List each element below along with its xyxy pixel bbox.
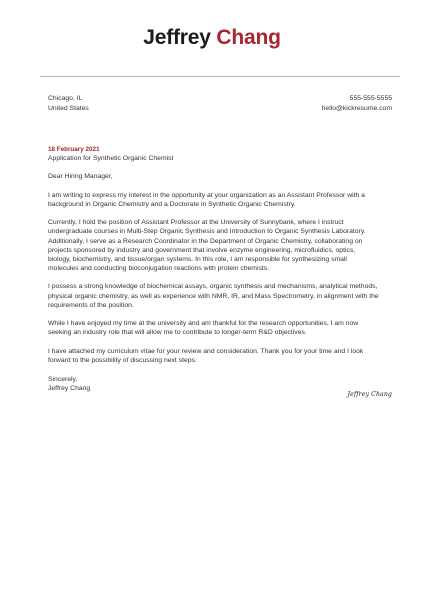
signature: Jeffrey Chang: [347, 391, 392, 398]
line: I possess a strong knowledge of biochemical assays, organic synthesis and mechanisms, analytical methods,: [48, 283, 378, 291]
closing: Sincerely,: [48, 375, 78, 383]
line: projects sponsored by industry and government that involve enzyme engineering, microfluidics, optics,: [48, 246, 356, 254]
line: seeking an industry role that will allow me to contribute to longer-term R&D objectives.: [48, 329, 307, 337]
line: Additionally, I serve as a Research Coordinator in the Department of Organic Chemistry, collaborating on: [48, 237, 363, 245]
paragraph: [48, 218, 392, 273]
country: United States: [48, 104, 89, 112]
paragraph: [48, 319, 392, 337]
letter-date: 18 February 2021: [48, 146, 100, 153]
line: Currently, I hold the position of Assistant Professor at the University of Sunnybank, where I instruct: [48, 219, 344, 227]
line: physical organic chemistry, as well as experience with NMR, IR, and Mass Spectrometry, in alignment with the: [48, 292, 379, 300]
line: While I have enjoyed my time at the university and am thankful for the research opportunities, I am now: [48, 320, 359, 328]
letter-body: [48, 146, 392, 393]
closing-name: Jeffrey Chang: [48, 384, 91, 392]
phone: 555-555-5555: [349, 95, 392, 102]
line: molecules and conducting bioconjugation reactions with protein chemists.: [48, 264, 270, 272]
contact-details: [322, 94, 392, 113]
line: undergraduate courses in Multi-Step Organic Synthesis and Introduction to Organic Synthesis Laboratory.: [48, 228, 366, 236]
line: forward to the possibility of discussing next steps.: [48, 357, 197, 364]
line: requirements of the position.: [48, 301, 134, 309]
paragraph: [48, 191, 392, 209]
name-heading: [0, 24, 424, 52]
line: background in Organic Chemistry and a Doctorate in Synthetic Organic Chemistry.: [48, 200, 296, 208]
line: biology, biochemistry, and tissue/organ systems. In this role, I am responsible for synthesizing small: [48, 255, 347, 263]
address-block: [48, 94, 89, 113]
greeting: Dear Hiring Manager,: [48, 173, 113, 181]
header-divider: [40, 76, 400, 77]
city: Chicago, IL: [48, 95, 83, 102]
email-link[interactable]: hello@kickresume.com: [321, 104, 392, 112]
line: I have attached my curriculum vitae for your review and consideration. Thank you for your time and I look: [48, 347, 364, 355]
letter-subject: Application for Synthetic Organic Chemist: [48, 155, 174, 162]
last-name: Chang: [216, 26, 281, 49]
paragraph: [48, 282, 392, 309]
paragraph: [48, 347, 392, 365]
first-name: Jeffrey: [143, 26, 211, 49]
line: I am writing to express my interest in the opportunity at your organization as an Assistant Professor with a: [48, 191, 365, 199]
